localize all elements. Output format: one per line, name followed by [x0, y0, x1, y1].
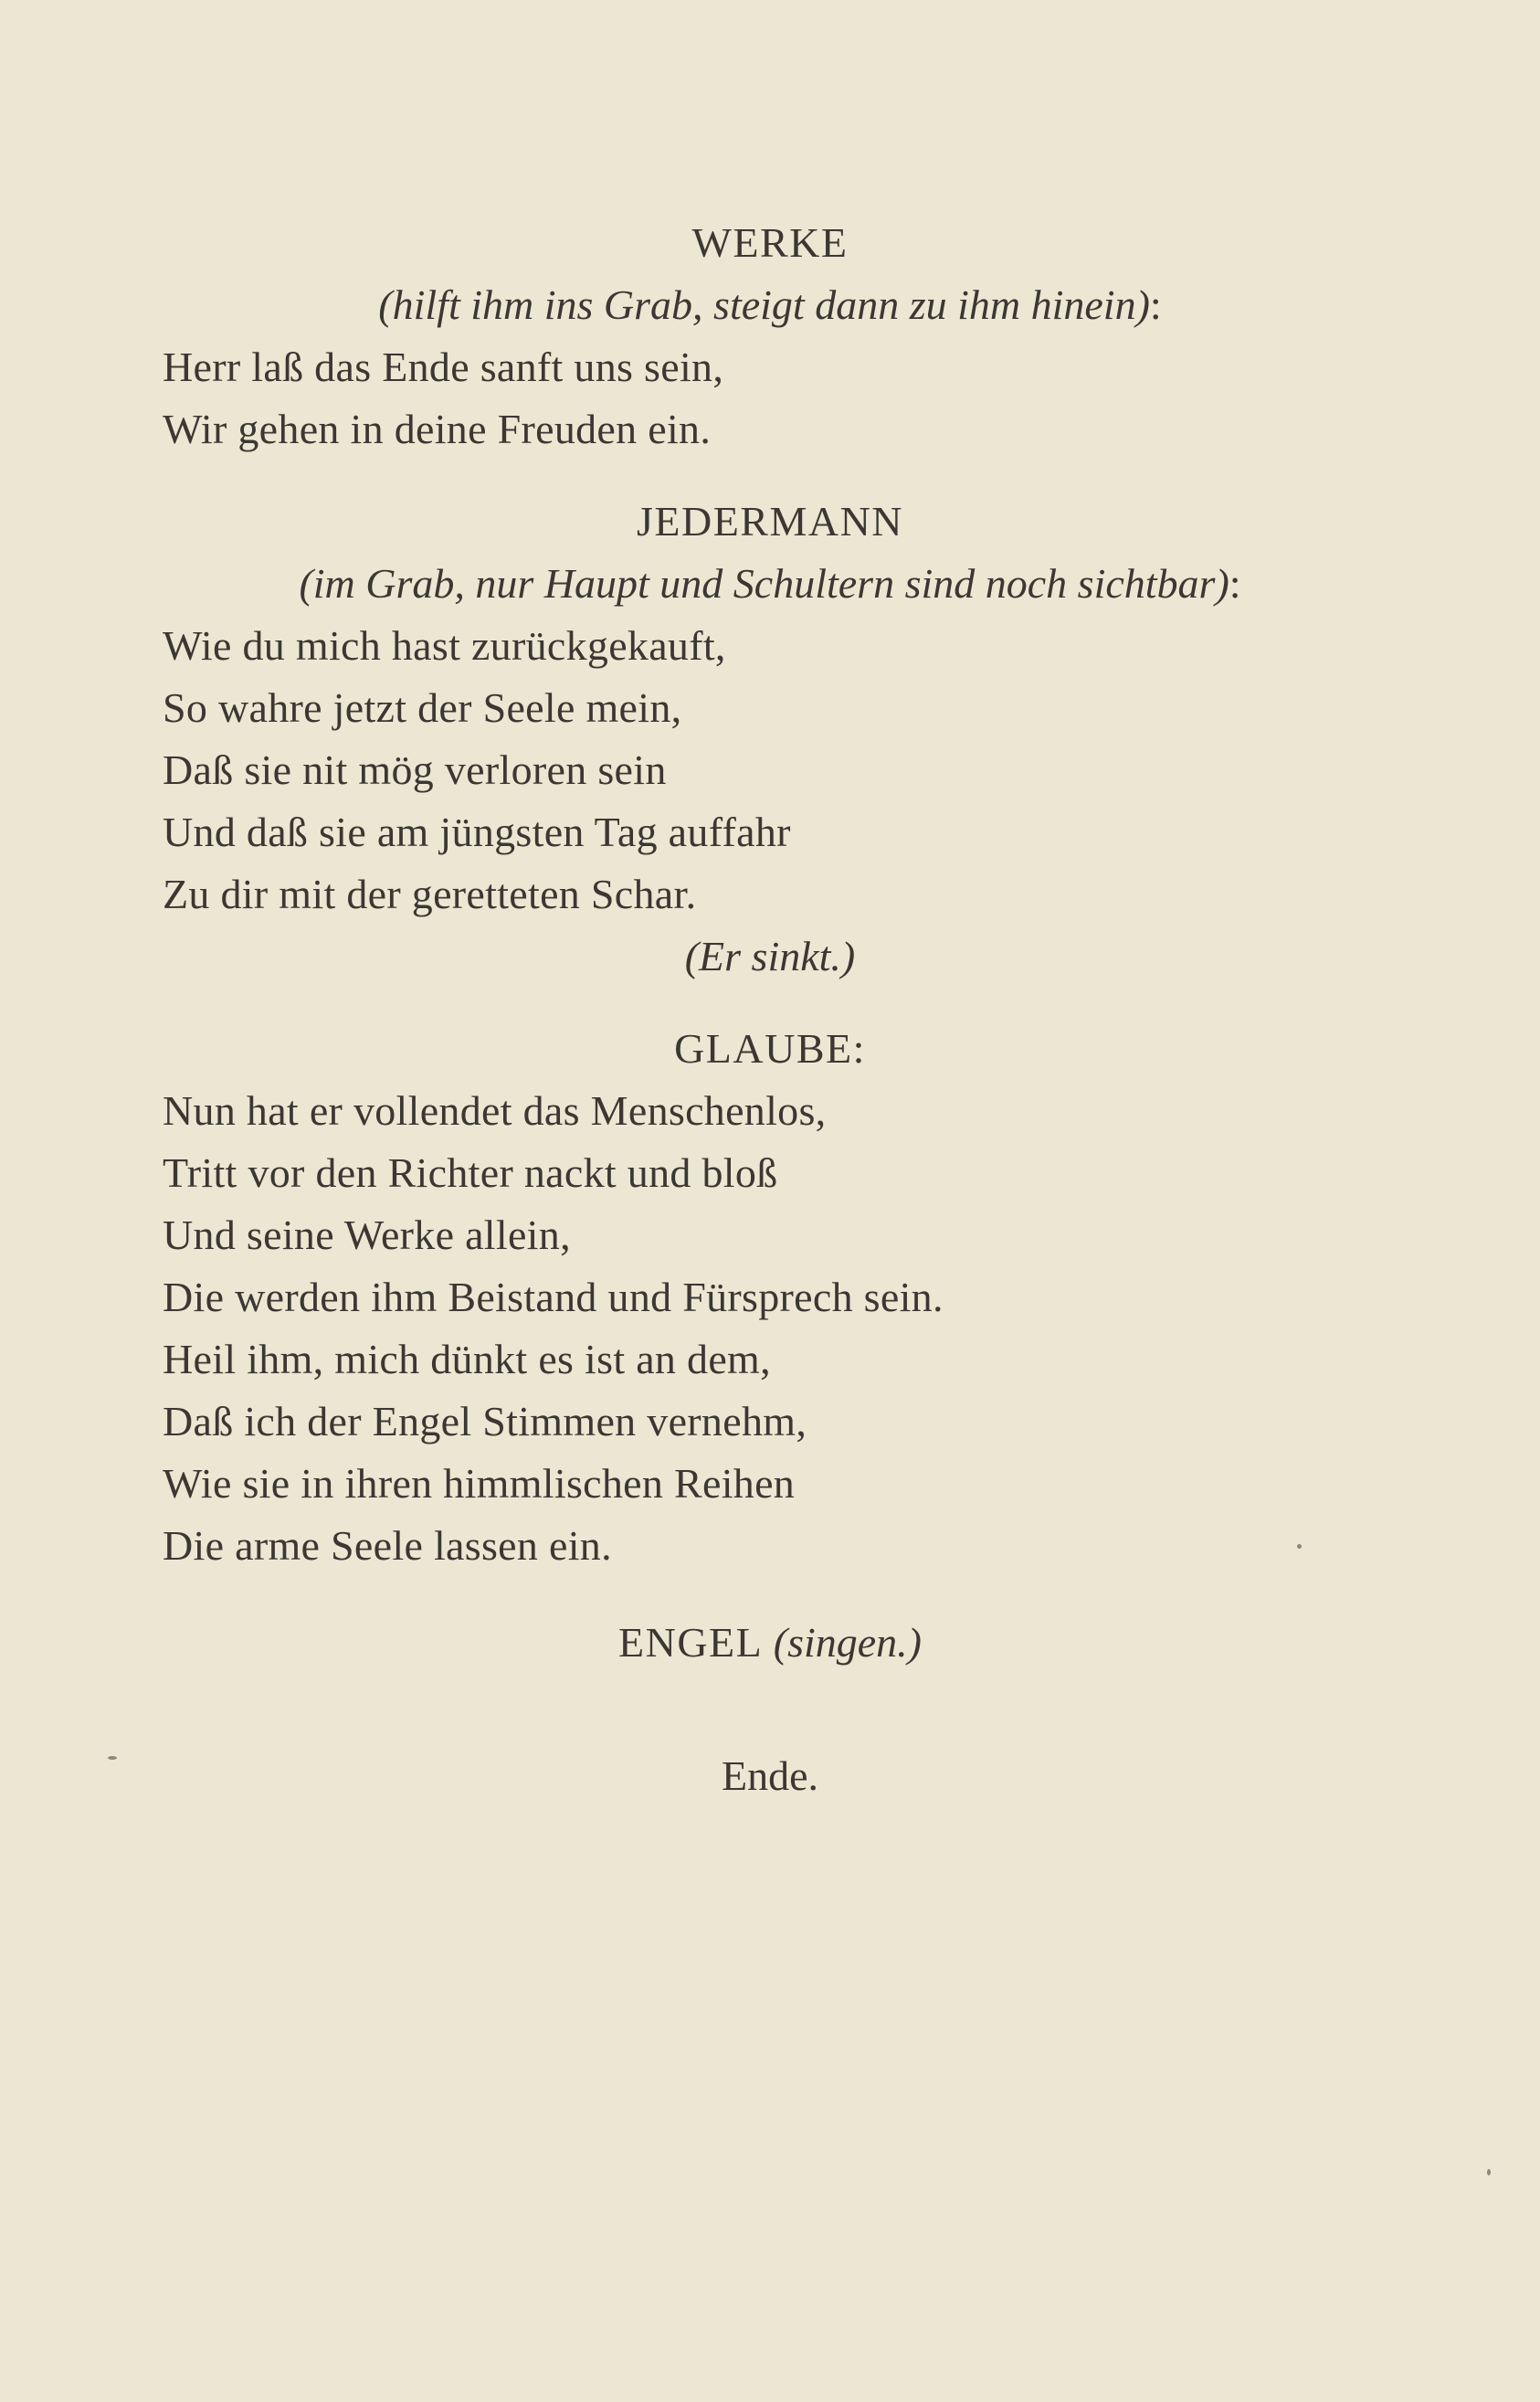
verse-line: Daß sie nit mög verloren sein	[163, 746, 667, 793]
verse-line: Tritt vor den Richter nackt und bloß	[163, 1149, 778, 1196]
speaker-jedermann: JEDERMANN	[636, 498, 904, 545]
speaker-engel-line	[0, 1615, 1540, 1670]
verse-line: So wahre jetzt der Seele mein,	[163, 684, 682, 731]
stage-direction-colon: :	[1149, 281, 1162, 328]
verse-line: Daß ich der Engel Stimmen vernehm,	[163, 1398, 807, 1444]
verse-line: Die arme Seele lassen ein.	[163, 1522, 612, 1569]
paper-speck	[1297, 1544, 1302, 1549]
verse-line: Wie sie in ihren himmlischen Reihen	[163, 1460, 796, 1507]
verse-line: Nun hat er vollendet das Menschenlos,	[163, 1087, 827, 1134]
verse-line: Und seine Werke allein,	[163, 1212, 571, 1258]
verse-line: Und daß sie am jüngsten Tag auffahr	[163, 809, 791, 855]
verse-line: Die werden ihm Beistand und Fürsprech sein.	[163, 1274, 944, 1320]
verse-line: Wie du mich hast zurückgekauft,	[163, 622, 726, 669]
verse-line: Herr laß das Ende sanft uns sein,	[163, 344, 724, 390]
speaker-glaube: GLAUBE:	[674, 1025, 866, 1072]
stage-direction-er-sinkt: (Er sinkt.)	[684, 933, 856, 979]
stage-direction-text: (im Grab, nur Haupt und Schultern sind noch sichtbar)	[299, 560, 1229, 607]
speaker-engel: ENGEL	[618, 1619, 764, 1666]
ending-text: Ende.	[721, 1752, 818, 1799]
verse-line: Wir gehen in deine Freuden ein.	[163, 406, 712, 452]
stage-direction-text: (hilft ihm ins Grab, steigt dann zu ihm hinein)	[378, 281, 1150, 328]
paper-speck	[1487, 2169, 1491, 2175]
verse-line: Zu dir mit der geretteten Schar.	[163, 871, 697, 917]
stage-direction-singen: (singen.)	[773, 1619, 922, 1666]
verse-line: Heil ihm, mich dünkt es ist an dem,	[163, 1336, 771, 1382]
stage-direction-colon: :	[1229, 560, 1241, 607]
paper-speck	[108, 1756, 117, 1760]
stage-direction-jedermann	[0, 556, 1540, 611]
stage-direction-werke	[0, 278, 1540, 333]
speaker-werke: WERKE	[691, 219, 849, 266]
